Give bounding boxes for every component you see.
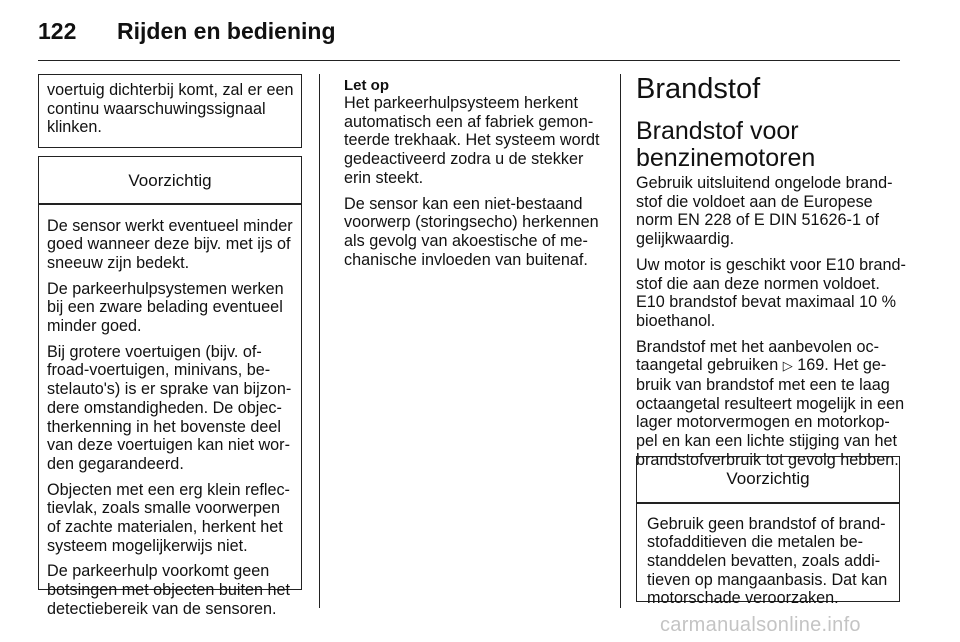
caution-box-fuel bbox=[636, 456, 900, 608]
caution-title: Voorzichtig bbox=[128, 171, 212, 190]
text-line: of zachte materialen, herkent het bbox=[47, 518, 283, 537]
fuel-section bbox=[636, 74, 906, 477]
text-line: detectiebereik van de sensoren. bbox=[47, 599, 277, 618]
text-line: Gebruik geen brandstof of brand- bbox=[647, 514, 886, 533]
text-line: standdelen bevatten, zoals addi- bbox=[647, 551, 881, 570]
text-line: van deze voertuigen kan niet wor- bbox=[47, 436, 290, 455]
text-line: De sensor kan een niet-bestaand bbox=[344, 194, 583, 213]
text-line: bioethanol. bbox=[636, 311, 716, 330]
text-line: tievlak, zoals smalle voorwerpen bbox=[47, 499, 281, 518]
text-line: klinken. bbox=[47, 118, 102, 137]
text-line: froad-voertuigen, minivans, be- bbox=[47, 361, 271, 380]
text-line: dere omstandigheden. De objec- bbox=[47, 398, 282, 417]
caution-title: Voorzichtig bbox=[726, 469, 810, 488]
text-line: norm EN 228 of E DIN 51626-1 of bbox=[636, 211, 879, 230]
text-line: lager motorvermogen en motorkop- bbox=[636, 413, 890, 432]
note-section bbox=[344, 78, 606, 276]
text-line: bruik van brandstof met een te laag bbox=[636, 376, 890, 395]
column-divider-right bbox=[620, 74, 621, 608]
fuel-paragraph bbox=[636, 174, 906, 249]
text-line: teerde trekhaak. Het systeem wordt bbox=[344, 131, 600, 150]
text-fragment: taangetal gebruiken bbox=[636, 356, 783, 375]
text-line: Bij grotere voertuigen (bijv. of- bbox=[47, 342, 262, 361]
text-line: den gegarandeerd. bbox=[47, 454, 184, 473]
text-line: automatisch een af fabriek gemon- bbox=[344, 112, 594, 131]
text-line: botsingen met objecten buiten het bbox=[47, 581, 290, 600]
text-line: therkenning in het bovenste deel bbox=[47, 417, 281, 436]
page-number: 122 bbox=[38, 18, 77, 44]
text-line: octaangetal resulteert mogelijk in een bbox=[636, 394, 905, 413]
caution-paragraph bbox=[47, 280, 301, 336]
heading-line: benzinemotoren bbox=[636, 144, 816, 172]
text-line: systeem mogelijkerwijs niet. bbox=[47, 536, 248, 555]
note-title: Let op bbox=[344, 77, 389, 94]
fuel-paragraph bbox=[636, 338, 906, 470]
text-line: Gebruik uitsluitend ongelode brand- bbox=[636, 174, 893, 192]
heading-line: Brandstof voor bbox=[636, 117, 799, 145]
text-line: pel en kan een lichte stijging van het bbox=[636, 432, 897, 451]
caution-paragraph bbox=[47, 217, 301, 273]
text-line: erin steekt. bbox=[344, 168, 424, 187]
text-line: gelijkwaardig. bbox=[636, 230, 735, 249]
text-line: stelauto's) is er sprake van bijzon- bbox=[47, 380, 292, 399]
text-line: Uw motor is geschikt voor E10 brand- bbox=[636, 255, 906, 274]
section-title: Rijden en bediening bbox=[117, 18, 336, 44]
text-line: E10 brandstof bevat maximaal 10 % bbox=[636, 293, 897, 312]
text-line-with-reference bbox=[636, 356, 906, 376]
continuation-box bbox=[38, 74, 302, 148]
text-line: Het parkeerhulpsysteem herkent bbox=[344, 94, 578, 112]
caution-box-sensors bbox=[38, 156, 302, 618]
caution-body bbox=[39, 205, 301, 619]
caution-paragraph bbox=[47, 481, 301, 556]
column-divider-left bbox=[319, 74, 320, 608]
text-line: De sensor werkt eventueel minder bbox=[47, 216, 293, 235]
text-line: voorwerp (storingsecho) herkennen bbox=[344, 213, 599, 232]
watermark: carmanualsonline.info bbox=[660, 614, 861, 636]
heading-benzine bbox=[636, 118, 906, 172]
caution-paragraph bbox=[47, 562, 301, 618]
text-line: motorschade veroorzaken. bbox=[647, 589, 839, 608]
text-line: stof die aan deze normen voldoet. bbox=[636, 274, 880, 293]
text-line: sneeuw zijn bedekt. bbox=[47, 253, 190, 272]
note-paragraph bbox=[344, 195, 606, 270]
text-line: gedeactiveerd zodra u de stekker bbox=[344, 150, 584, 169]
text-line: chanische invloeden van buitenaf. bbox=[344, 250, 588, 269]
text-line: als gevolg van akoestische of me- bbox=[344, 231, 588, 250]
text-line: Brandstof met het aanbevolen oc- bbox=[636, 337, 879, 356]
header-rule bbox=[38, 60, 900, 61]
heading-brandstof: Brandstof bbox=[636, 73, 761, 105]
text-line: De parkeerhulpsystemen werken bbox=[47, 279, 284, 298]
text-line: brandstofverbruik tot gevolg hebben. bbox=[636, 450, 899, 469]
text-line: tieven op mangaanbasis. Dat kan bbox=[647, 570, 888, 589]
text-line: continu waarschuwingssignaal bbox=[47, 99, 266, 118]
fuel-paragraph bbox=[636, 256, 906, 331]
text-fragment: 169. Het ge- bbox=[792, 356, 887, 375]
note-paragraph bbox=[344, 94, 606, 188]
text-line: goed wanneer deze bijv. met ijs of bbox=[47, 235, 291, 254]
text-line: minder goed. bbox=[47, 317, 142, 336]
text-line: stof die voldoet aan de Europese bbox=[636, 192, 873, 211]
text-line: voertuig dichterbij komt, zal er een bbox=[47, 81, 294, 99]
page-reference-arrow-icon[interactable]: ▷ bbox=[782, 358, 793, 374]
caution-paragraph bbox=[47, 343, 301, 474]
continuation-text bbox=[47, 81, 303, 137]
text-line: Objecten met een erg klein reflec- bbox=[47, 480, 290, 499]
text-line: stofadditieven die metalen be- bbox=[647, 533, 863, 552]
caution-body bbox=[637, 504, 899, 609]
text-line: bij een zware belading eventueel bbox=[47, 298, 283, 317]
text-line: De parkeerhulp voorkomt geen bbox=[47, 562, 270, 581]
